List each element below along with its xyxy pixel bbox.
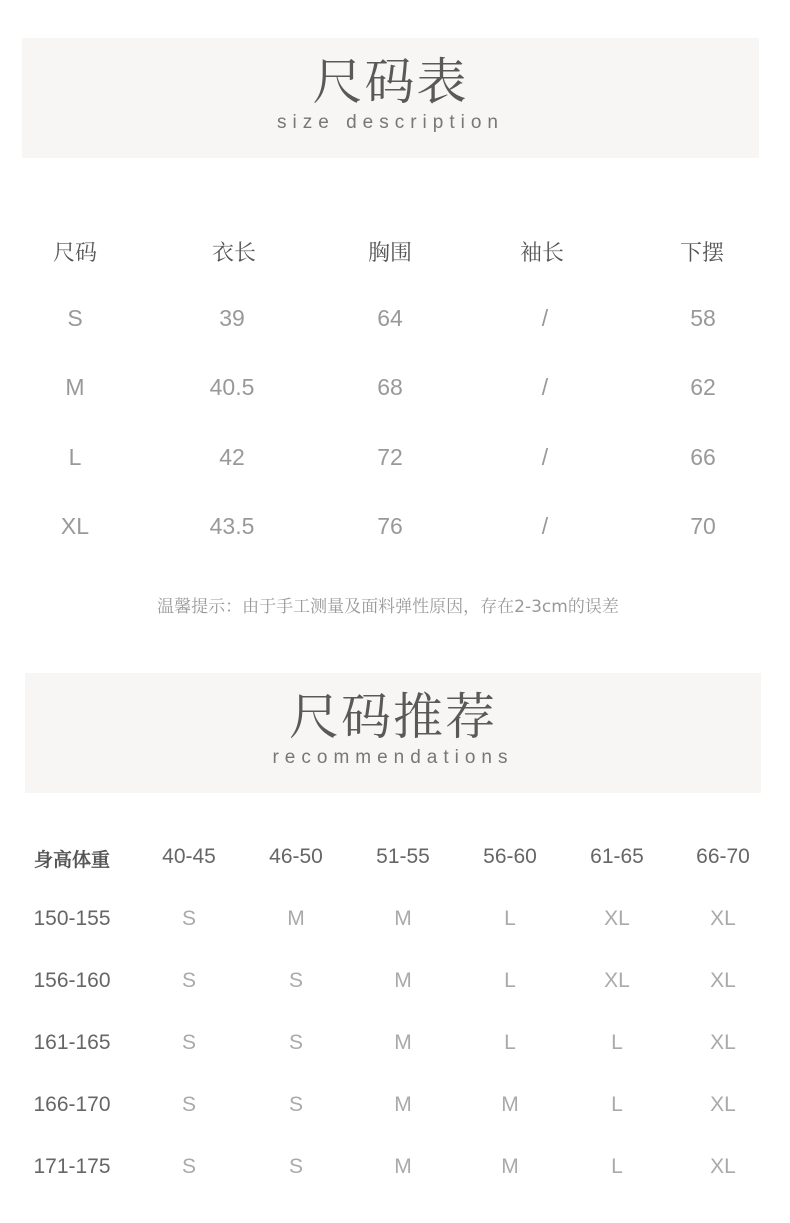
size-cell: 68: [377, 374, 403, 400]
height-row-label: 166-170: [33, 1093, 111, 1116]
recommendation-banner: [25, 673, 761, 793]
recommended-size: L: [611, 1155, 623, 1178]
size-cell: 42: [219, 444, 245, 470]
size-cell: /: [541, 305, 549, 331]
recommended-size: M: [501, 1093, 519, 1116]
size-cell: 66: [690, 444, 716, 470]
recommended-size: XL: [710, 969, 736, 992]
recommended-size: L: [504, 969, 516, 992]
size-cell: 62: [690, 374, 716, 400]
size-cell: M: [65, 374, 85, 400]
recommended-size: M: [394, 969, 412, 992]
recommendation-title: 尺码推荐: [289, 688, 497, 746]
recommended-size: S: [288, 969, 304, 992]
size-cell: 58: [690, 305, 716, 331]
size-cell: /: [541, 374, 549, 400]
height-row-label: 156-160: [33, 969, 111, 992]
height-row-label: 150-155: [33, 907, 111, 930]
size-header-hem: 下摆: [679, 241, 725, 266]
recommended-size: M: [501, 1155, 519, 1178]
size-header-chest: 胸围: [367, 241, 413, 266]
size-cell: 72: [377, 444, 403, 470]
recommended-size: L: [611, 1093, 623, 1116]
size-cell: L: [68, 444, 82, 470]
recommended-size: S: [181, 969, 197, 992]
recommended-size: M: [287, 907, 305, 930]
weight-column-header: 61-65: [590, 845, 644, 868]
recommended-size: S: [288, 1155, 304, 1178]
size-cell: /: [541, 444, 549, 470]
size-cell: 40.5: [209, 374, 255, 400]
recommended-size: S: [288, 1031, 304, 1054]
size-cell: S: [67, 305, 83, 331]
recommended-size: L: [504, 907, 516, 930]
size-header-size: 尺码: [52, 241, 98, 266]
size-cell: XL: [60, 513, 90, 539]
recommended-size: S: [181, 1031, 197, 1054]
size-cell: 39: [219, 305, 245, 331]
weight-column-header: 51-55: [376, 845, 430, 868]
size-chart-subtitle: size description: [277, 112, 504, 133]
recommended-size: L: [611, 1031, 623, 1054]
recommended-size: S: [181, 907, 197, 930]
recommended-size: M: [394, 1093, 412, 1116]
recommended-size: S: [181, 1155, 197, 1178]
recommended-size: XL: [710, 907, 736, 930]
size-chart-banner: [22, 38, 759, 158]
recommended-size: L: [504, 1031, 516, 1054]
recommended-size: XL: [604, 969, 630, 992]
recommended-size: XL: [710, 1093, 736, 1116]
recommended-size: M: [394, 1031, 412, 1054]
size-cell: 43.5: [209, 513, 255, 539]
weight-column-header: 56-60: [483, 845, 537, 868]
recommended-size: S: [181, 1093, 197, 1116]
recommended-size: XL: [604, 907, 630, 930]
weight-column-header: 66-70: [696, 845, 750, 868]
recommendation-subtitle: recommendations: [272, 747, 514, 768]
size-cell: 76: [377, 513, 403, 539]
height-row-label: 171-175: [33, 1155, 111, 1178]
size-cell: 70: [690, 513, 716, 539]
recommended-size: S: [288, 1093, 304, 1116]
weight-column-header: 40-45: [162, 845, 216, 868]
height-row-label: 161-165: [33, 1031, 111, 1054]
size-chart-title: 尺码表: [312, 53, 469, 111]
size-cell: 64: [377, 305, 403, 331]
recommended-size: M: [394, 907, 412, 930]
height-weight-label: 身高体重: [33, 849, 111, 871]
size-header-sleeve: 袖长: [519, 241, 565, 266]
recommended-size: XL: [710, 1031, 736, 1054]
weight-column-header: 46-50: [269, 845, 323, 868]
measurement-note: 温馨提示：由于手工测量及面料弹性原因，存在2-3cm的误差: [157, 597, 619, 617]
recommended-size: M: [394, 1155, 412, 1178]
recommended-size: XL: [710, 1155, 736, 1178]
size-cell: /: [541, 513, 549, 539]
size-header-length: 衣长: [211, 241, 257, 266]
